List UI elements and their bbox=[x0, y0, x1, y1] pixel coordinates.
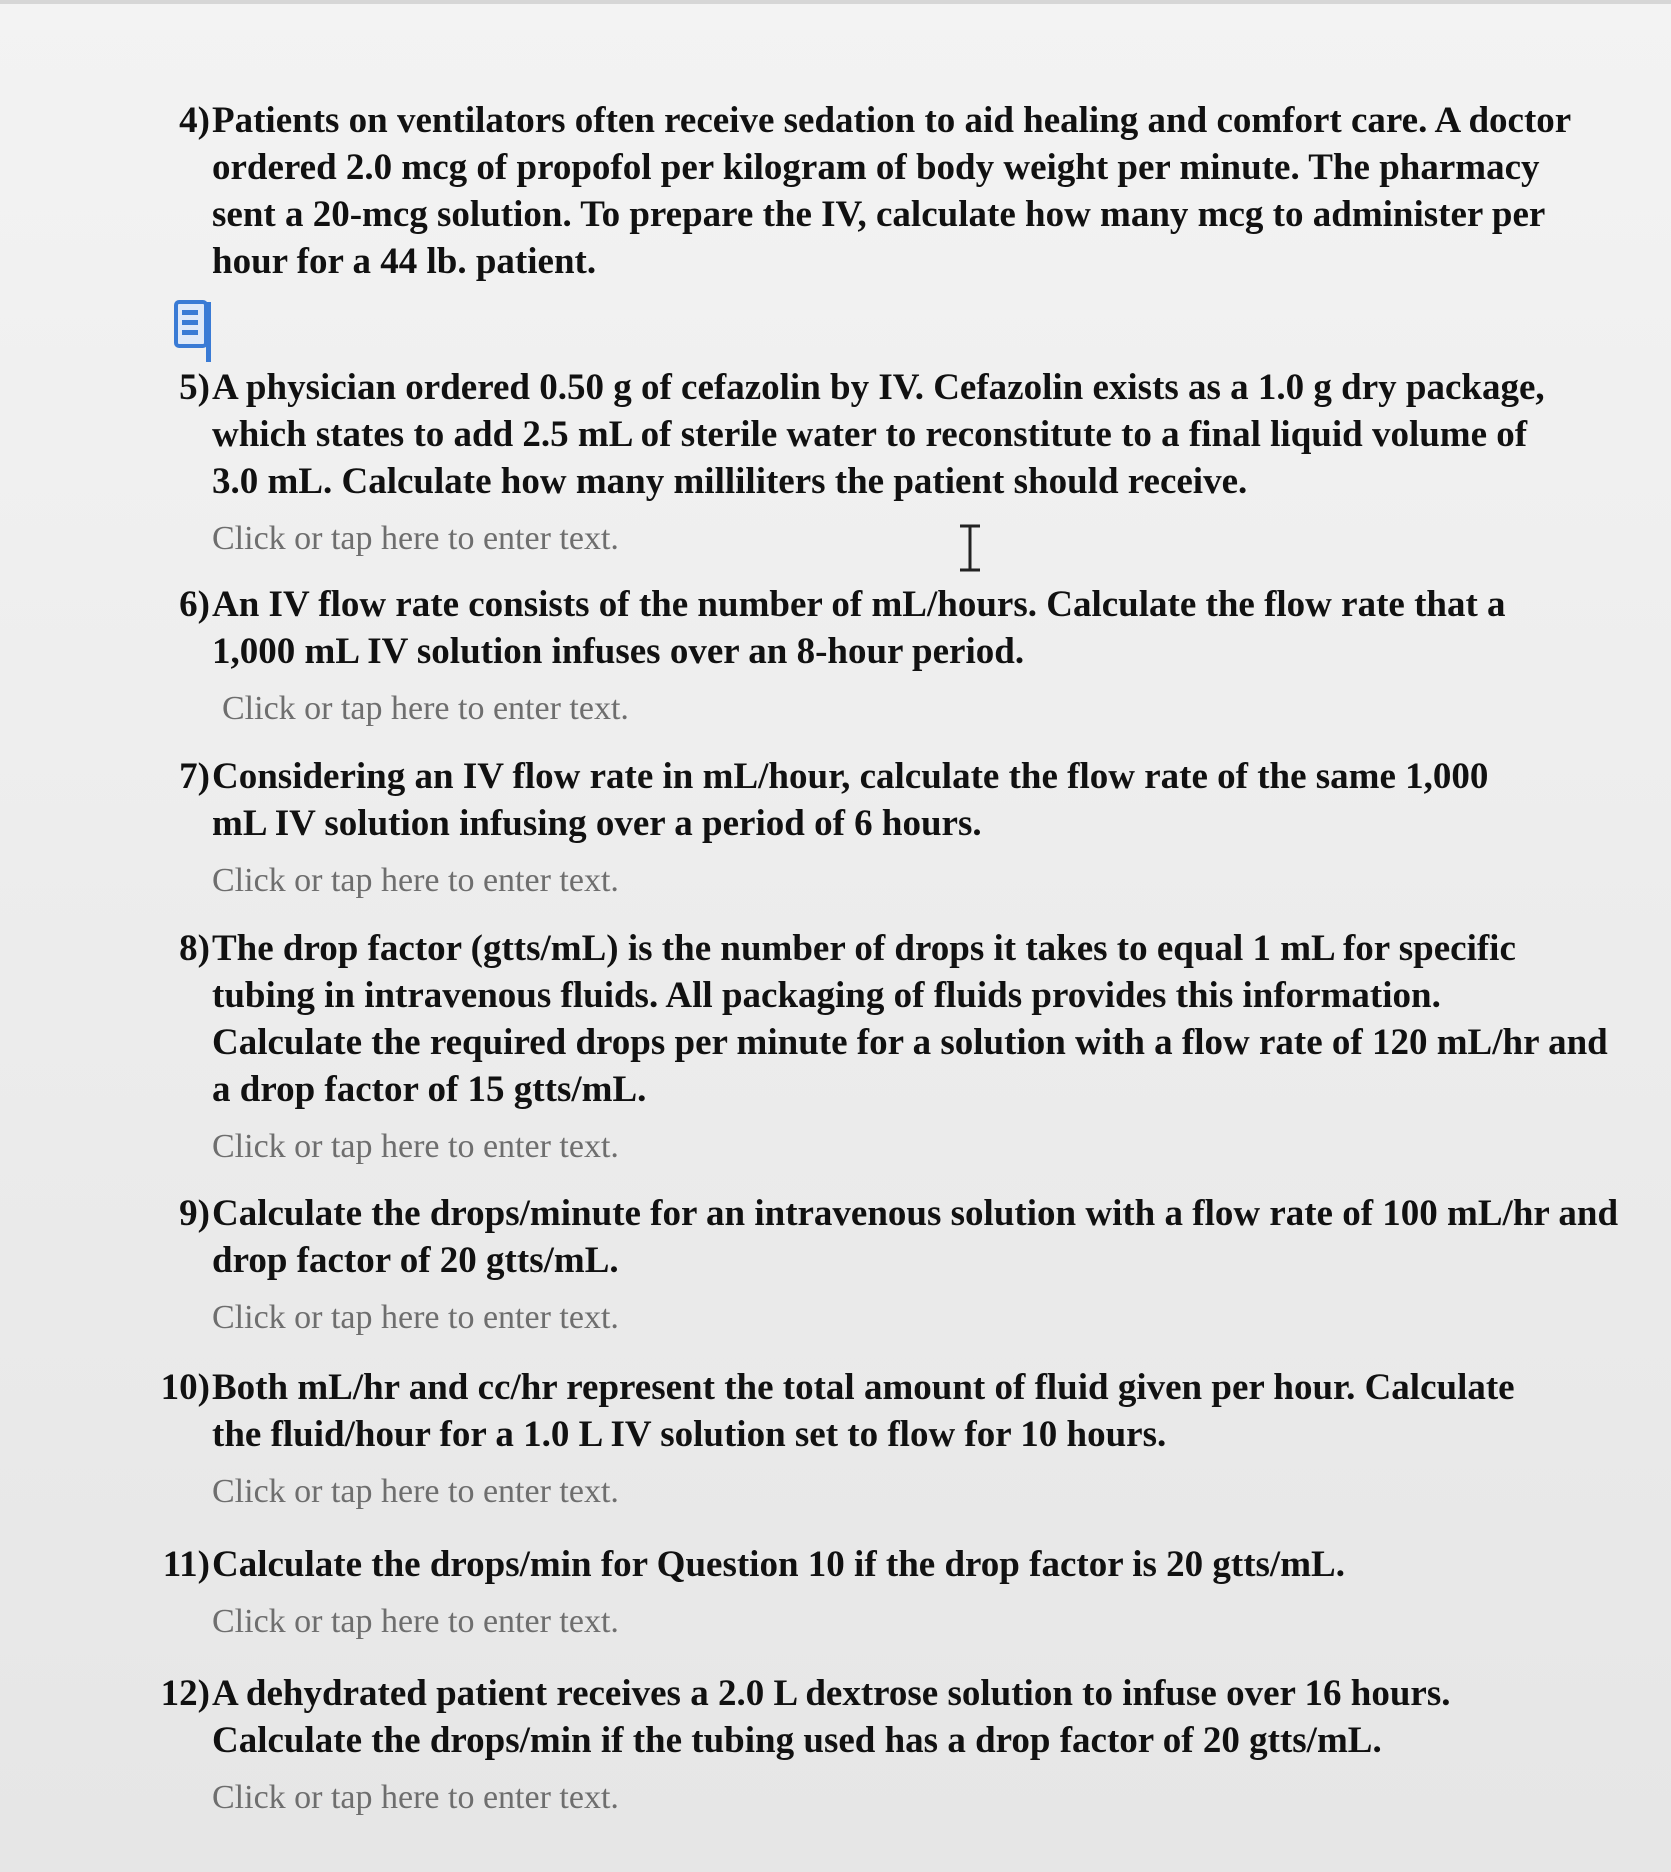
answer-field[interactable]: Click or tap here to enter text. bbox=[212, 1603, 619, 1640]
question-5 bbox=[140, 364, 1620, 559]
answer-field[interactable]: Click or tap here to enter text. bbox=[212, 520, 619, 557]
question-text: A dehydrated patient receives a 2.0 L dextrose solution to infuse over 16 hours. Calculate the drops/min if the tubing used has a drop factor of 20 gtts/mL. bbox=[212, 1673, 1451, 1761]
question-number: 8) bbox=[179, 928, 210, 969]
question-text: Calculate the drops/min for Question 10 if the drop factor is 20 gtts/mL. bbox=[212, 1544, 1345, 1585]
question-text: Both mL/hr and cc/hr represent the total amount of fluid given per hour. Calculate the fluid/hour for a 1.0 L IV solution set to flow for 10 hours. bbox=[212, 1367, 1515, 1455]
question-4 bbox=[140, 97, 1620, 285]
question-number: 4) bbox=[179, 100, 210, 141]
question-number: 5) bbox=[179, 367, 210, 408]
answer-field[interactable]: Click or tap here to enter text. bbox=[212, 1128, 619, 1165]
question-text: Calculate the drops/minute for an intravenous solution with a flow rate of 100 mL/hr and drop factor of 20 gtts/mL. bbox=[212, 1193, 1619, 1281]
question-7 bbox=[140, 753, 1620, 901]
answer-field[interactable]: Click or tap here to enter text. bbox=[212, 1299, 619, 1336]
question-10 bbox=[140, 1364, 1620, 1512]
question-11 bbox=[140, 1541, 1620, 1642]
question-text: Considering an IV flow rate in mL/hour, calculate the flow rate of the same 1,000 mL IV solution infusing over a period of 6 hours. bbox=[212, 756, 1489, 844]
comment-marker-icon[interactable] bbox=[172, 298, 218, 368]
answer-field[interactable]: Click or tap here to enter text. bbox=[222, 690, 629, 727]
question-text: An IV flow rate consists of the number of mL/hours. Calculate the flow rate that a 1,000 mL IV solution infuses over an 8-hour period. bbox=[212, 584, 1506, 672]
question-12 bbox=[140, 1670, 1620, 1818]
page-top-edge bbox=[0, 0, 1671, 4]
question-8 bbox=[140, 925, 1620, 1167]
question-9 bbox=[140, 1190, 1620, 1338]
question-text: A physician ordered 0.50 g of cefazolin by IV. Cefazolin exists as a 1.0 g dry package, which states to add 2.5 mL of sterile water to reconstitute to a final liquid volume of 3.0 mL. Calculate how many milliliters the patient should receive. bbox=[212, 367, 1545, 502]
answer-field[interactable]: Click or tap here to enter text. bbox=[212, 1779, 619, 1816]
question-text: Patients on ventilators often receive sedation to aid healing and comfort care. A doctor ordered 2.0 mcg of propofol per kilogram of body weight per minute. The pharmacy sent a 20-mcg solution. To prepare the IV, calculate how many mcg to administer per hour for a 44 lb. patient. bbox=[212, 100, 1572, 282]
text-cursor-icon bbox=[954, 523, 986, 573]
question-6 bbox=[140, 581, 1620, 729]
question-text: The drop factor (gtts/mL) is the number of drops it takes to equal 1 mL for specific tubing in intravenous fluids. All packaging of fluids provides this information. Calculate the required drops per minute for a solution with a flow rate of 120 mL/hr and a drop factor of 15 gtts/mL. bbox=[212, 928, 1608, 1110]
question-number: 10) bbox=[160, 1367, 210, 1408]
question-number: 6) bbox=[179, 584, 210, 625]
answer-field[interactable]: Click or tap here to enter text. bbox=[212, 862, 619, 899]
answer-field[interactable]: Click or tap here to enter text. bbox=[212, 1473, 619, 1510]
question-number: 11) bbox=[162, 1544, 210, 1585]
question-number: 7) bbox=[179, 756, 210, 797]
question-number: 9) bbox=[179, 1193, 210, 1234]
question-number: 12) bbox=[160, 1673, 210, 1714]
